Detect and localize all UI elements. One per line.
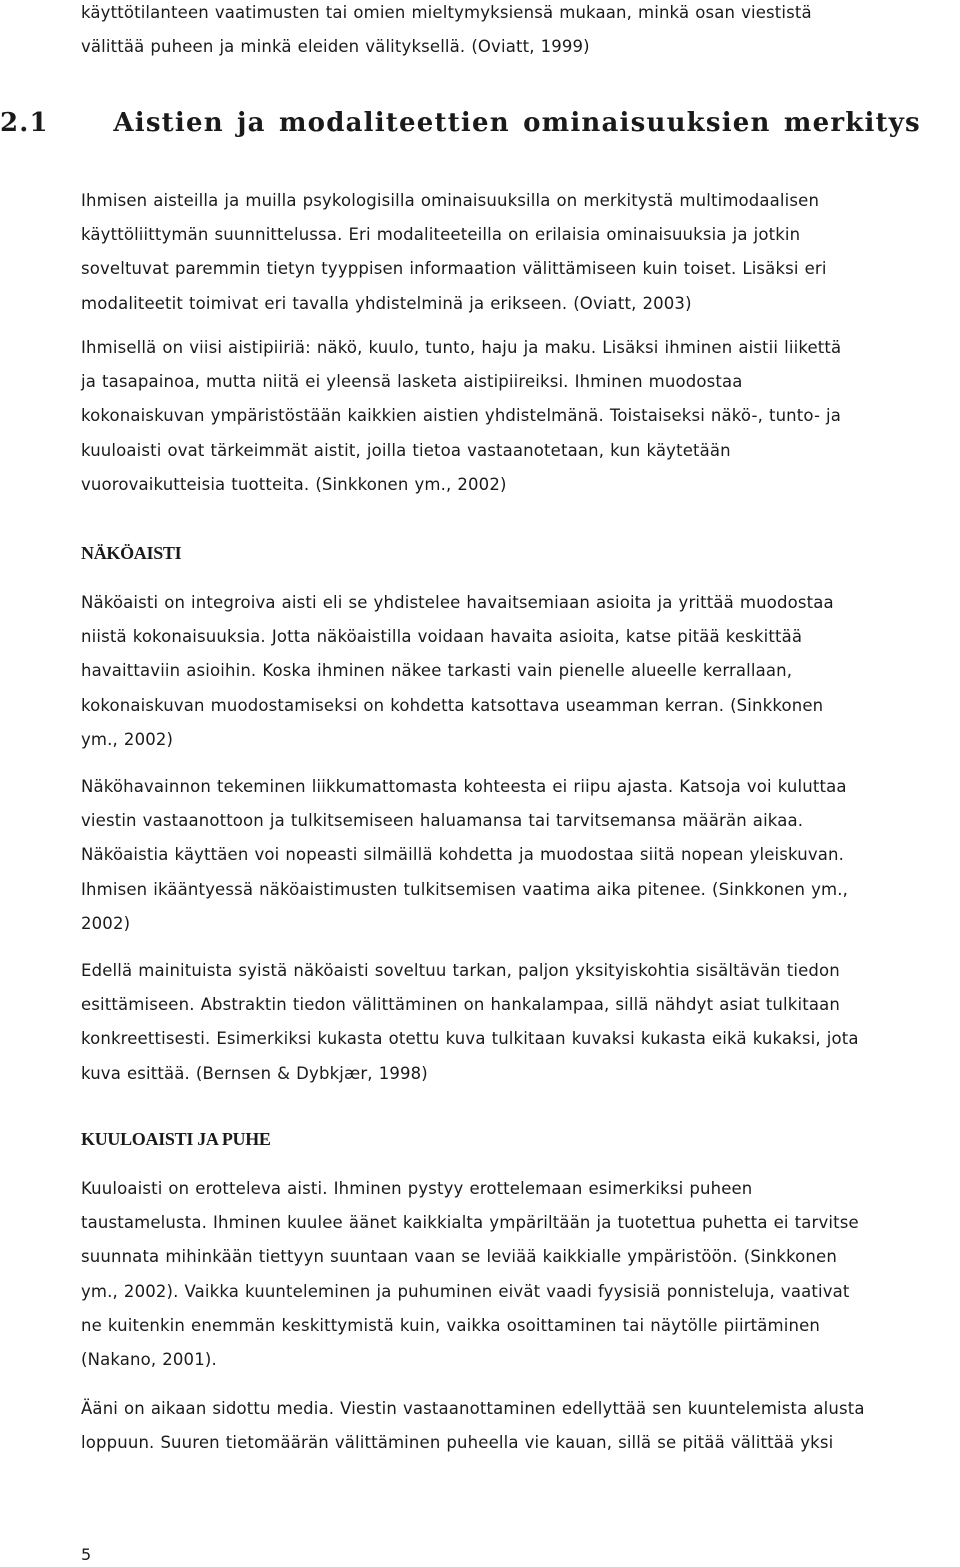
paragraph-modalities (81, 184, 827, 321)
text-line: kokonaiskuvan muodostamiseksi on kohdetta katsottava useamman kerran. (Sinkkonen (81, 695, 824, 715)
section-number: 2.1 (0, 108, 49, 138)
text-line: Näköhavainnon tekeminen liikkumattomasta kohteesta ei riipu ajasta. Katsoja voi kuluttaa (81, 777, 847, 796)
text-line: esittämiseen. Abstraktin tiedon välittäminen on hankalampaa, sillä nähdyt asiat tulkitaan (81, 995, 840, 1015)
text-line: soveltuvat paremmin tietyn tyyppisen informaation välittämiseen kuin toiset. Lisäksi eri (81, 259, 827, 279)
section-title: Aistien ja modaliteettien ominaisuuksien merkitys (113, 108, 921, 138)
text-line: Kuuloaisti on erotteleva aisti. Ihminen pystyy erottelemaan esimerkiksi puheen (81, 1179, 753, 1198)
text-line: niistä kokonaisuuksia. Jotta näköaistilla voidaan havaita asioita, katse pitää keskittää (81, 627, 803, 647)
text-line: ym., 2002). Vaikka kuunteleminen ja puhuminen eivät vaadi fyysisiä ponnisteluja, vaativat (81, 1281, 850, 1301)
text-line: Ihmisen ikääntyessä näköaistimusten tulkitsemisen vaatima aika pitenee. (Sinkkonen ym., (81, 879, 849, 899)
text-line: Ihmisellä on viisi aistipiiriä: näkö, kuulo, tunto, haju ja maku. Lisäksi ihminen aistii liikettä (81, 338, 842, 357)
text-line: Näköaistia käyttäen voi nopeasti silmäillä kohdetta ja muodostaa siitä nopean yleiskuvan. (81, 845, 844, 865)
text-line: konkreettisesti. Esimerkiksi kukasta otettu kuva tulkitaan kuvaksi kukasta eikä kukaksi, jota (81, 1029, 859, 1049)
text-line: kuuloaisti ovat tärkeimmät aistit, joilla tietoa vastaanotetaan, kun käytetään (81, 440, 731, 460)
text-line: ja tasapainoa, mutta niitä ei yleensä lasketa aistipiireiksi. Ihminen muodostaa (81, 372, 743, 392)
text-line: kuva esittää. (Bernsen & Dybkjær, 1998) (81, 1063, 428, 1083)
paragraph-hearing-2 (81, 1392, 865, 1460)
text-line: modaliteetit toimivat eri tavalla yhdistelminä ja erikseen. (Oviatt, 2003) (81, 293, 692, 313)
text-line: Näköaisti on integroiva aisti eli se yhdistelee havaitsemiaan asioita ja yrittää muodostaa (81, 593, 834, 612)
text-line: ne kuitenkin enemmän keskittymistä kuin, vaikka osoittaminen tai näytölle piirtäminen (81, 1315, 821, 1335)
subheading-hearing: KUULOAISTI JA PUHE (81, 1129, 271, 1149)
text-line: vuorovaikutteisia tuotteita. (Sinkkonen ym., 2002) (81, 474, 507, 494)
text-line: käyttötilanteen vaatimusten tai omien mieltymyksiensä mukaan, minkä osan viestistä (81, 3, 812, 22)
paragraph-hearing-1 (81, 1172, 859, 1377)
text-line: viestin vastaanottoon ja tulkitsemiseen haluamansa tai tarvitsemansa määrän aikaa. (81, 811, 804, 831)
text-line: havaittaviin asioihin. Koska ihminen näkee tarkasti vain pienelle alueelle kerrallaan, (81, 661, 793, 681)
text-line: Ihmisen aisteilla ja muilla psykologisilla ominaisuuksilla on merkitystä multimodaalisen (81, 191, 820, 210)
section-heading (0, 108, 921, 138)
paragraph-vision-3 (81, 954, 859, 1091)
text-line: suunnata mihinkään tiettyyn suuntaan vaan se leviää kaikkialle ympäristöön. (Sinkkonen (81, 1247, 837, 1267)
text-line: (Nakano, 2001). (81, 1350, 217, 1370)
intro-paragraph (81, 0, 812, 64)
paragraph-vision-1 (81, 586, 834, 757)
page-number: 5 (81, 1545, 92, 1564)
text-line: välittää puheen ja minkä eleiden välityksellä. (Oviatt, 1999) (81, 37, 590, 57)
text-line: 2002) (81, 913, 131, 933)
text-line: ym., 2002) (81, 729, 174, 749)
paragraph-vision-2 (81, 770, 848, 941)
text-line: Edellä mainituista syistä näköaisti soveltuu tarkan, paljon yksityiskohtia sisältävän tiedon (81, 961, 840, 980)
text-line: käyttöliittymän suunnittelussa. Eri modaliteeteilla on erilaisia ominaisuuksia ja jotkin (81, 225, 801, 245)
text-line: taustamelusta. Ihminen kuulee äänet kaikkialta ympäriltään ja tuotettua puhetta ei tarvitse (81, 1213, 859, 1233)
text-line: kokonaiskuvan ympäristöstään kaikkien aistien yhdistelmänä. Toistaiseksi näkö-, tunto- ja (81, 406, 842, 426)
text-line: Ääni on aikaan sidottu media. Viestin vastaanottaminen edellyttää sen kuuntelemista alusta (81, 1399, 865, 1418)
paragraph-senses (81, 331, 841, 502)
subheading-vision: NÄKÖAISTI (81, 543, 182, 563)
text-line: loppuun. Suuren tietomäärän välittäminen puheella vie kauan, sillä se pitää välittää yksi (81, 1433, 834, 1453)
